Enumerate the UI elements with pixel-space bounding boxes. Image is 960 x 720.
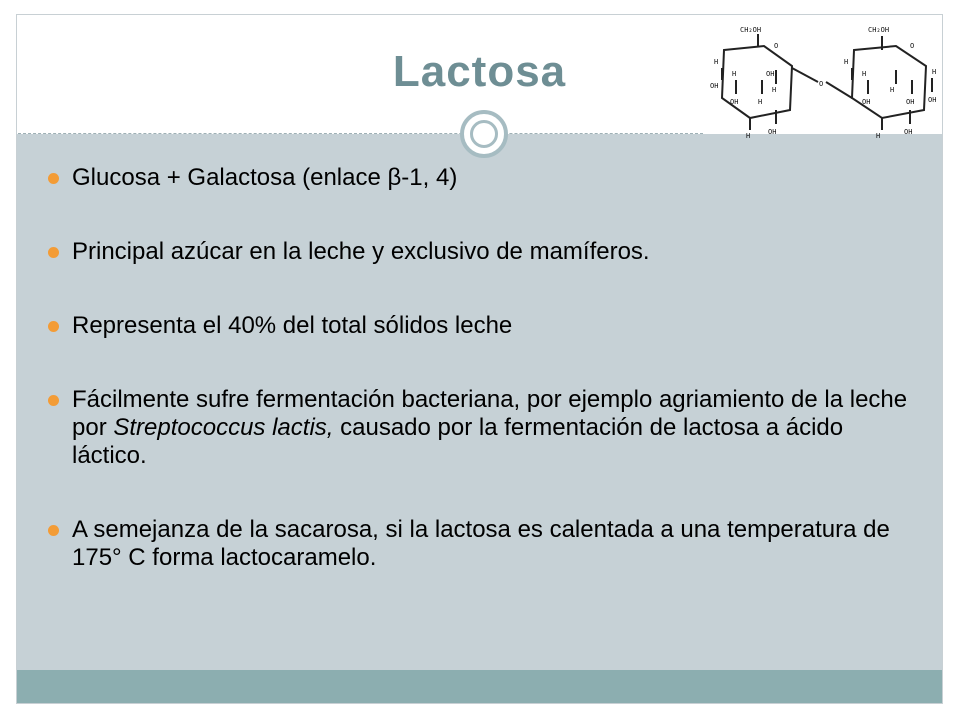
- bullet-item: [48, 312, 908, 340]
- oh-label: OH: [766, 70, 775, 78]
- h-label: H: [758, 98, 763, 106]
- h-label: H: [772, 86, 777, 94]
- bullet-item: [48, 238, 908, 266]
- oh-label: OH: [906, 98, 915, 106]
- h-label: H: [876, 132, 881, 140]
- h-label: H: [932, 68, 937, 76]
- h-label: H: [844, 58, 849, 66]
- bullet-text: A semejanza de la sacarosa, si la lactosa es calentada a una temperatura de 175° C forma lactocaramelo.: [72, 516, 890, 571]
- oh-label: OH: [730, 98, 739, 106]
- oh-label: OH: [904, 128, 913, 136]
- bullet-text: Representa el 40% del total sólidos leche: [72, 312, 513, 339]
- bullet-text: Glucosa + Galactosa (enlace β-1, 4): [72, 164, 458, 191]
- h-label: H: [890, 86, 895, 94]
- h-label: H: [862, 70, 867, 78]
- oh-label: OH: [862, 98, 871, 106]
- bullet-text: Principal azúcar en la leche y exclusivo de mamíferos.: [72, 238, 650, 265]
- lactose-structure-image: [706, 18, 942, 140]
- bullet-dot-icon: [48, 321, 59, 332]
- slide-title: Lactosa: [392, 47, 567, 96]
- ring-o-right-label: O: [910, 42, 915, 50]
- ch2oh-left-label: CH₂OH: [740, 26, 762, 34]
- bullet-item: [48, 386, 908, 470]
- bullet-item: [48, 516, 908, 572]
- bullet-text-italic: Streptococcus lactis,: [113, 414, 334, 441]
- bullet-dot-icon: [48, 247, 59, 258]
- title-divider: [18, 133, 703, 134]
- bullet-list: [48, 164, 908, 618]
- h-label: H: [732, 70, 737, 78]
- bullet-dot-icon: [48, 525, 59, 536]
- ch2oh-right-label: CH₂OH: [868, 26, 890, 34]
- bridge-o-label: O: [819, 80, 824, 88]
- bullet-dot-icon: [48, 395, 59, 406]
- circle-decoration-icon: [460, 110, 508, 158]
- circle-decoration-inner: [470, 120, 498, 148]
- oh-label: OH: [928, 96, 937, 104]
- bullet-item: [48, 164, 908, 192]
- bullet-dot-icon: [48, 173, 59, 184]
- oh-label: OH: [710, 82, 719, 90]
- ring-o-left-label: O: [774, 42, 779, 50]
- bullet-text: Fácilmente sufre fermentación bacteriana, por ejemplo agriamiento de la leche por: [72, 386, 908, 441]
- h-label: H: [714, 58, 719, 66]
- bullet-text: causado por la fermentación de lactosa a ácido láctico.: [72, 414, 844, 469]
- oh-label: OH: [768, 128, 777, 136]
- h-label: H: [746, 132, 751, 140]
